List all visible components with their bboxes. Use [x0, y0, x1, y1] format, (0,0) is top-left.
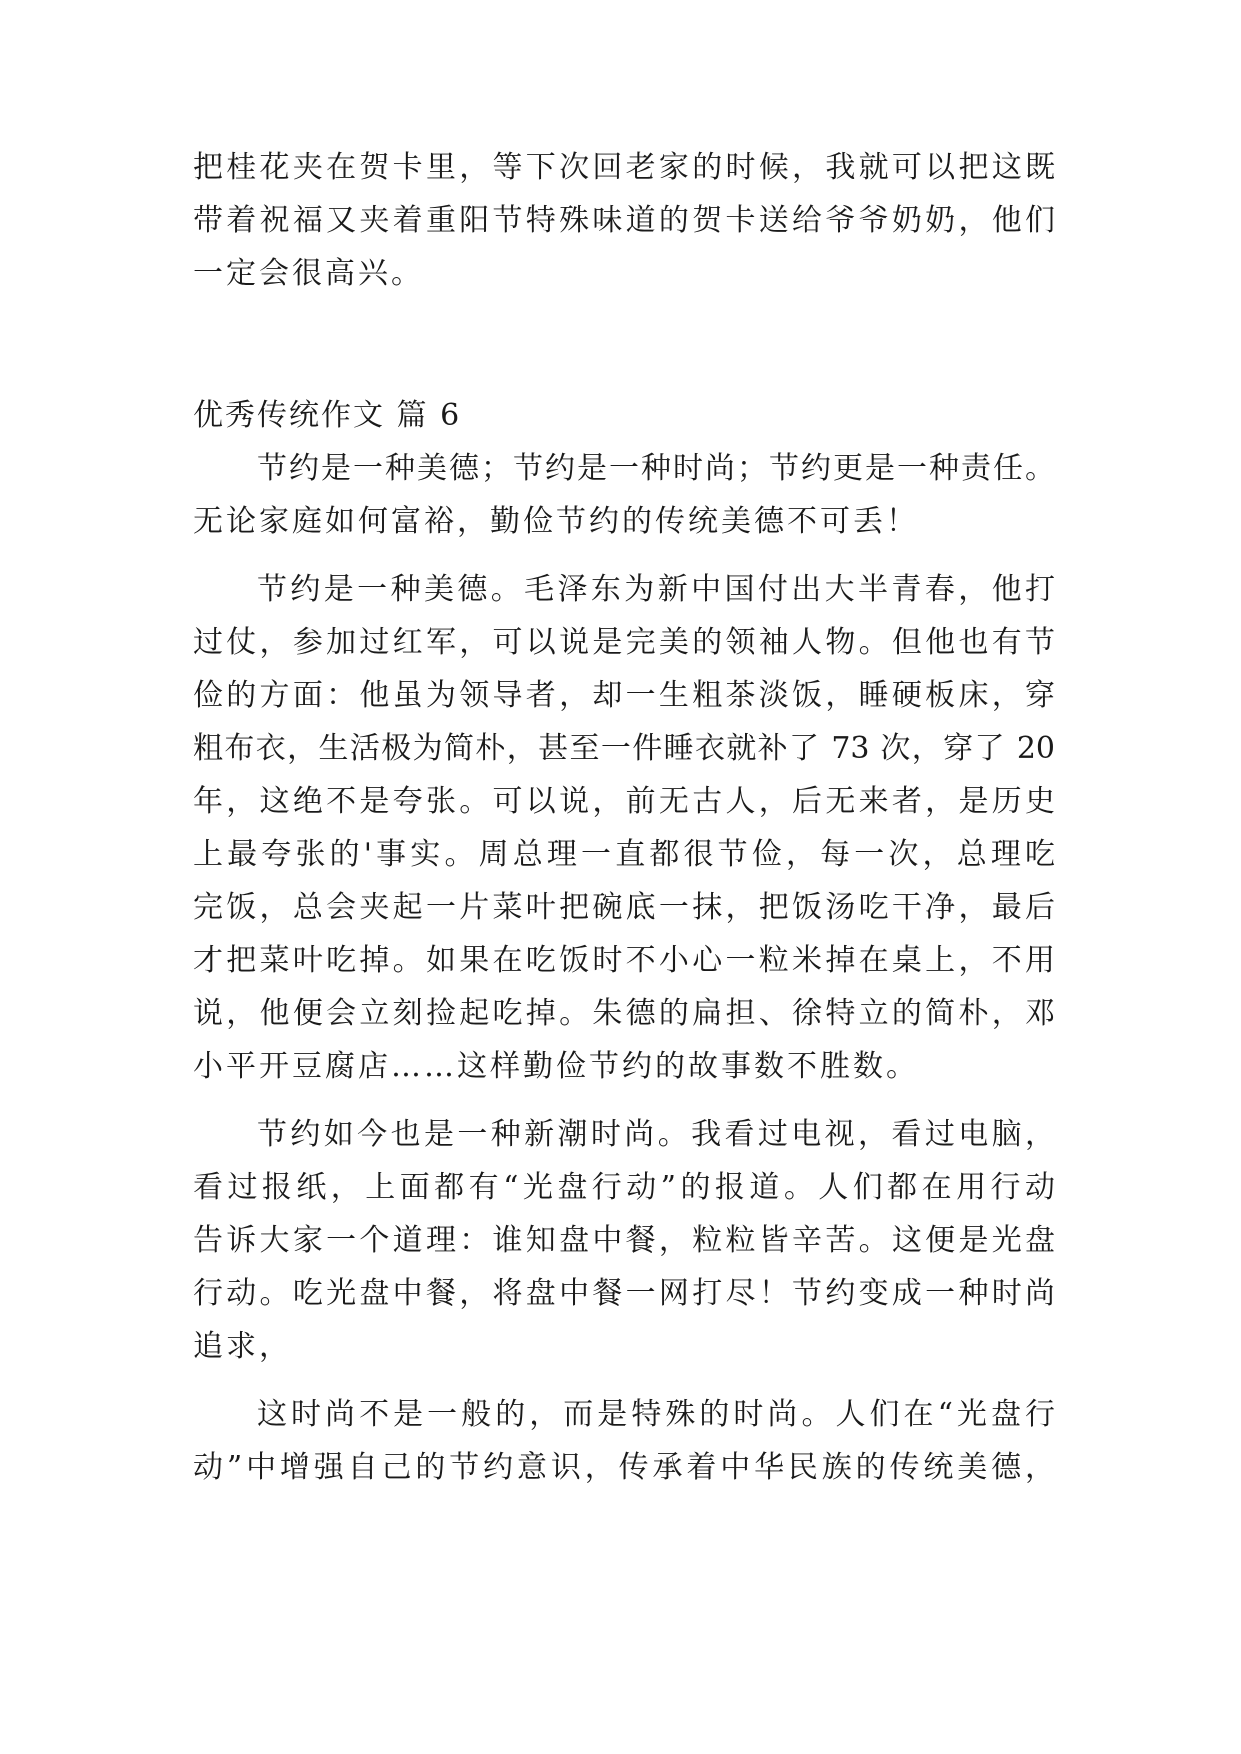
intro-line: 把桂花夹在贺卡里，等下次回老家的时候，我就可以把这既 [193, 150, 1055, 185]
paragraph-line: 节约是一种美德。毛泽东为新中国付出大半青春，他打 [257, 572, 1055, 607]
paragraph-line: 无论家庭如何富裕，勤俭节约的传统美德不可丢！ [193, 504, 919, 539]
paragraph-line: 小平开豆腐店……这样勤俭节约的故事数不胜数。 [193, 1049, 919, 1084]
paragraph-line: 才把菜叶吃掉。如果在吃饭时不小心一粒米掉在桌上，不用 [193, 943, 1055, 978]
paragraph-line: 完饭，总会夹起一片菜叶把碗底一抹，把饭汤吃干净，最后 [193, 890, 1055, 925]
paragraph-line: 说，他便会立刻捡起吃掉。朱德的扁担、徐特立的简朴，邓 [193, 996, 1055, 1031]
paragraph-line: 过仗，参加过红军，可以说是完美的领袖人物。但他也有节 [193, 625, 1055, 660]
paragraph-line: 这时尚不是一般的，而是特殊的时尚。人们在“光盘行 [257, 1397, 1055, 1432]
paragraph-line: 动”中增强自己的节约意识，传承着中华民族的传统美德， [193, 1450, 1055, 1485]
intro-line: 一定会很高兴。 [193, 256, 424, 291]
paragraph-line: 追求， [193, 1329, 292, 1364]
section-title: 优秀传统作文 篇 6 [193, 398, 462, 433]
paragraph-line: 节约如今也是一种新潮时尚。我看过电视，看过电脑， [257, 1117, 1055, 1152]
intro-line: 带着祝福又夹着重阳节特殊味道的贺卡送给爷爷奶奶，他们 [193, 203, 1055, 238]
paragraph-line: 看过报纸，上面都有“光盘行动”的报道。人们都在用行动 [193, 1170, 1055, 1205]
paragraph-line: 俭的方面：他虽为领导者，却一生粗茶淡饭，睡硬板床，穿 [193, 678, 1055, 713]
paragraph-line: 告诉大家一个道理：谁知盘中餐，粒粒皆辛苦。这便是光盘 [193, 1223, 1055, 1258]
paragraph-line: 上最夸张的'事实。周总理一直都很节俭，每一次，总理吃 [193, 837, 1055, 872]
paragraph-line: 粗布衣，生活极为简朴，甚至一件睡衣就补了 73 次，穿了 20 [193, 731, 1055, 766]
paragraph-line: 年，这绝不是夸张。可以说，前无古人，后无来者，是历史 [193, 784, 1055, 819]
paragraph-line: 节约是一种美德；节约是一种时尚；节约更是一种责任。 [257, 451, 1055, 486]
paragraph-line: 行动。吃光盘中餐，将盘中餐一网打尽！节约变成一种时尚 [193, 1276, 1055, 1311]
